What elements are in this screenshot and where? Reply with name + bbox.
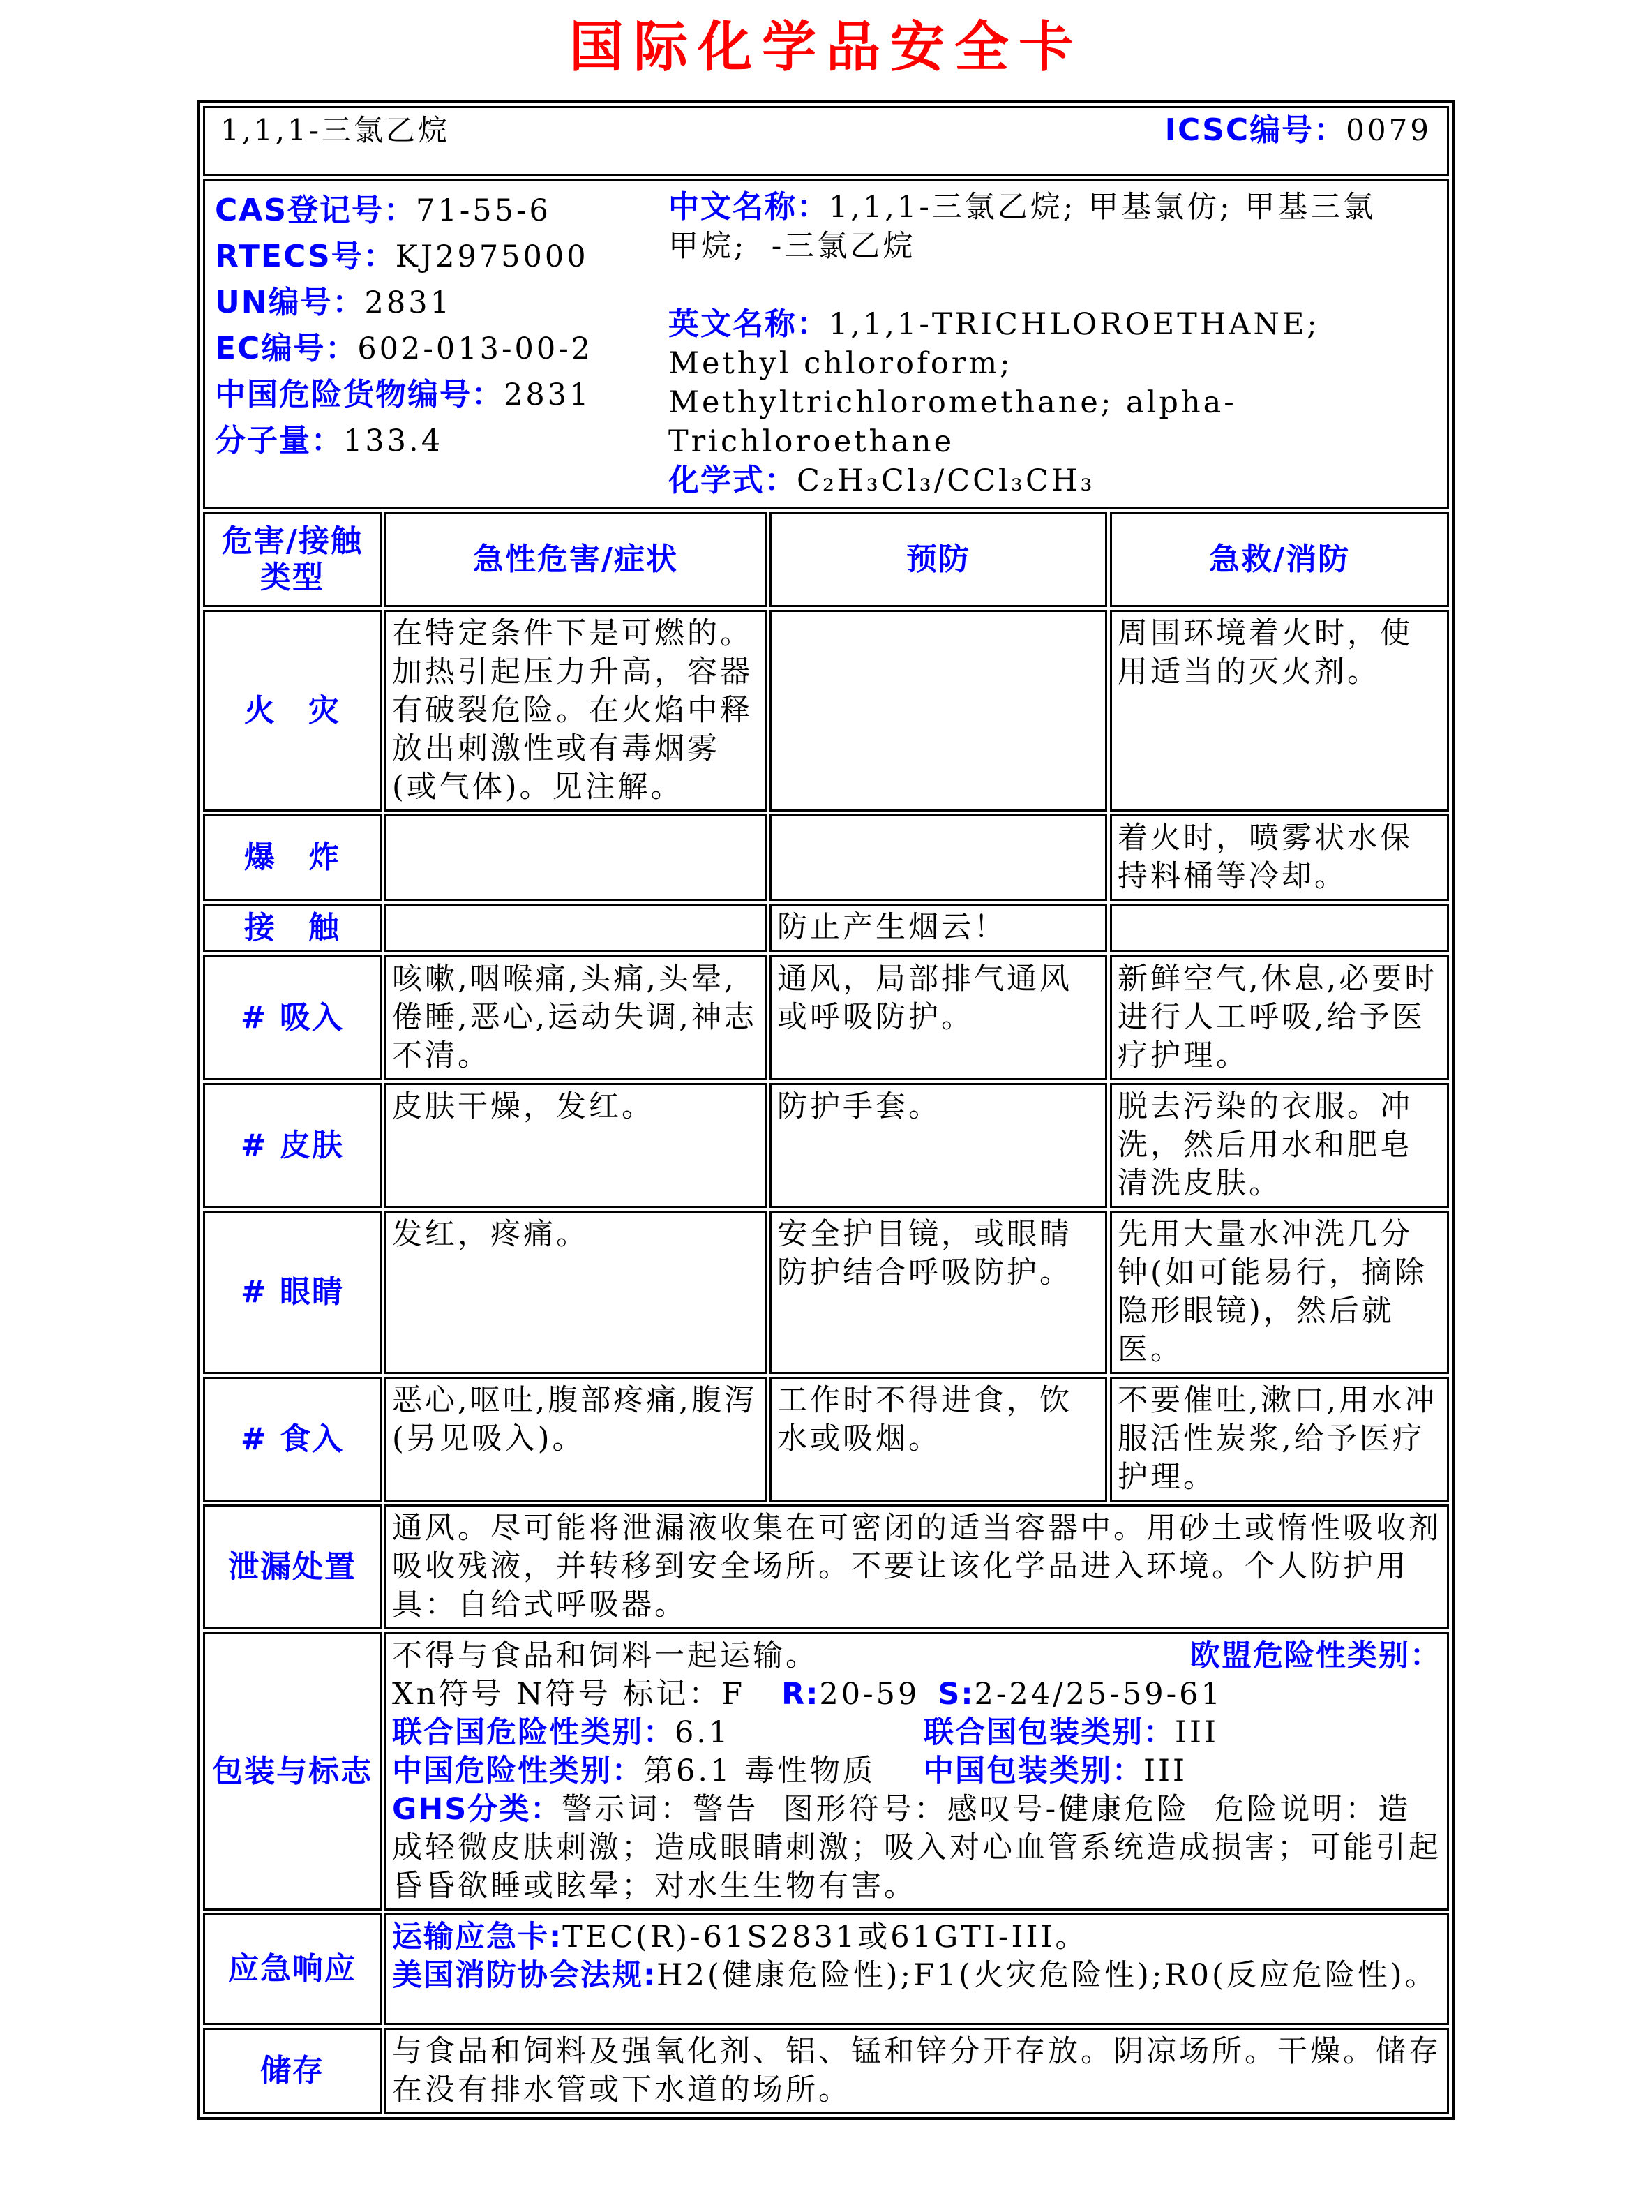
contact-first-aid-cell bbox=[1110, 904, 1449, 952]
card-title-row bbox=[203, 106, 1449, 176]
spill-text-cell: 通风。尽可能将泄漏液收集在可密闭的适当容器中。用砂土或惰性吸收剂吸收残液，并转移到安全场所。不要让该化学品进入环境。个人防护用具：自给式呼吸器。 bbox=[384, 1504, 1449, 1629]
identity-row bbox=[203, 179, 1449, 509]
section-label-emergency: 应急响应 bbox=[203, 1913, 382, 2025]
china-dg-number-row: 中国危险货物编号：2831 bbox=[214, 377, 592, 412]
chemical-formula: C₂H₃Cl₃/CCl₃CH₃ bbox=[796, 463, 1095, 498]
un-pack-group-label: 联合国包装类别： bbox=[923, 1715, 1175, 1750]
inhalation-first-aid-cell: 新鲜空气,休息,必要时进行人工呼吸,给予医疗护理。 bbox=[1110, 955, 1449, 1080]
packaging-line-ghs bbox=[392, 1791, 1441, 1906]
col-header-prevention: 预防 bbox=[769, 512, 1107, 607]
fire-prevention-cell bbox=[769, 610, 1107, 812]
eyes-first-aid-cell: 先用大量水冲洗几分钟(如可能易行，摘除隐形眼镜)，然后就医。 bbox=[1110, 1211, 1449, 1374]
s-phrases-value: 2-24/25-59-61 bbox=[974, 1677, 1223, 1712]
inhalation-symptoms-cell: 咳嗽,咽喉痛,头痛,头晕,倦睡,恶心,运动失调,神志不清。 bbox=[384, 955, 767, 1080]
hazard-type-contact: 接 触 bbox=[203, 904, 382, 952]
hazard-type-inhalation: # 吸入 bbox=[203, 955, 382, 1080]
china-hazard-class-label: 中国危险性类别： bbox=[391, 1754, 643, 1788]
ghs-class-label: GHS分类： bbox=[391, 1792, 562, 1827]
un-hazard-class-value: 6.1 bbox=[674, 1715, 731, 1750]
china-pack-group-value: III bbox=[1143, 1754, 1187, 1788]
icsc-number-label: ICSC编号： bbox=[1164, 112, 1346, 148]
inhalation-prevention-cell: 通风，局部排气通风或呼吸防护。 bbox=[769, 955, 1107, 1080]
skin-first-aid-cell: 脱去污染的衣服。冲洗，然后用水和肥皂清洗皮肤。 bbox=[1110, 1083, 1449, 1208]
icsc-number-value: 0079 bbox=[1346, 113, 1432, 147]
section-label-spill: 泄漏处置 bbox=[203, 1504, 382, 1629]
nfpa-label: 美国消防协会法规: bbox=[391, 1958, 657, 1993]
formula-row: 化学式：C₂H₃Cl₃/CCl₃CH₃ bbox=[668, 463, 1095, 498]
eu-hazard-class-label: 欧盟危险性类别： bbox=[1190, 1638, 1442, 1673]
packaging-cell bbox=[384, 1632, 1449, 1911]
page-title: 国际化学品安全卡 bbox=[569, 16, 1083, 79]
explosion-prevention-cell bbox=[769, 814, 1107, 901]
r-phrases-label: R: bbox=[781, 1677, 820, 1712]
un-pack-group-value: III bbox=[1174, 1715, 1219, 1750]
molecular-weight-row: 分子量：133.4 bbox=[214, 423, 444, 458]
emergency-cell bbox=[384, 1913, 1449, 2025]
cas-number-row: CAS登记号：71-55-6 bbox=[214, 193, 551, 228]
icsc-number bbox=[1165, 111, 1432, 149]
section-label-storage: 储存 bbox=[203, 2028, 382, 2114]
chemical-names bbox=[668, 188, 1408, 500]
china-pack-group-label: 中国包装类别： bbox=[923, 1754, 1143, 1788]
contact-prevention-cell: 防止产生烟云！ bbox=[769, 904, 1107, 952]
rtecs-number-row: RTECS号：KJ2975000 bbox=[214, 239, 589, 274]
icsc-card-table bbox=[197, 100, 1455, 2120]
col-header-first-aid: 急救/消防 bbox=[1110, 512, 1449, 607]
eyes-prevention-cell: 安全护目镜，或眼睛防护结合呼吸防护。 bbox=[769, 1211, 1107, 1374]
ghs-class-text: 警示词：警告 图形符号：感叹号-健康危险 危险说明：造成轻微皮肤刺激；造成眼睛刺激；吸入对心血管系统造成损害；可能引起昏昏欲睡或眩晕；对水生生物有害。 bbox=[391, 1792, 1441, 1904]
fire-symptoms-cell: 在特定条件下是可燃的。加热引起压力升高，容器有破裂危险。在火焰中释放出刺激性或有毒烟雾(或气体)。见注解。 bbox=[384, 610, 767, 812]
explosion-symptoms-cell bbox=[384, 814, 767, 901]
ec-number-row: EC编号：602-013-00-2 bbox=[214, 331, 594, 366]
tec-card-label: 运输应急卡: bbox=[391, 1920, 563, 1955]
s-phrases-label: S: bbox=[938, 1677, 975, 1712]
tec-card-row bbox=[392, 1918, 1441, 1957]
skin-symptoms-cell: 皮肤干燥，发红。 bbox=[384, 1083, 767, 1208]
china-hazard-class-value: 第6.1 毒性物质 bbox=[643, 1754, 876, 1788]
contact-symptoms-cell bbox=[384, 904, 767, 952]
ingestion-prevention-cell: 工作时不得进食，饮水或吸烟。 bbox=[769, 1377, 1107, 1502]
packaging-line-transport: 不得与食品和饲料一起运输。 欧盟危险性类别： bbox=[392, 1637, 1441, 1675]
col-header-hazard-type: 危害/接触 类型 bbox=[203, 512, 382, 607]
r-phrases-value: 20-59 bbox=[819, 1677, 920, 1712]
storage-text-cell: 与食品和饲料及强氧化剂、铝、锰和锌分开存放。阴凉场所。干燥。储存在没有排水管或下水道的场所。 bbox=[384, 2028, 1449, 2114]
nfpa-row bbox=[392, 1957, 1441, 1995]
packaging-line-china bbox=[392, 1752, 1441, 1791]
nfpa-value: H2(健康危险性);F1(火灾危险性);R0(反应危险性)。 bbox=[656, 1958, 1438, 1993]
hazard-type-explosion: 爆 炸 bbox=[203, 814, 382, 901]
fire-first-aid-cell: 周围环境着火时，使用适当的灭火剂。 bbox=[1110, 610, 1449, 812]
packaging-line-eu-symbols: Xn符号 N符号 标记：F R:20-59 S:2-24/25-59-61 bbox=[391, 1677, 1223, 1712]
hazard-type-ingestion: # 食入 bbox=[203, 1377, 382, 1502]
ingestion-symptoms-cell: 恶心,呕吐,腹部疼痛,腹泻(另见吸入)。 bbox=[384, 1377, 767, 1502]
section-label-packaging: 包装与标志 bbox=[203, 1632, 382, 1911]
hazard-type-eyes: # 眼睛 bbox=[203, 1211, 382, 1374]
un-hazard-class-label: 联合国危险性类别： bbox=[391, 1715, 675, 1750]
chinese-name-row: 中文名称：1,1,1-三氯乙烷; 甲基氯仿; 甲基三氯甲烷; -三氯乙烷 bbox=[668, 189, 1376, 264]
identifier-list bbox=[215, 188, 668, 500]
eyes-symptoms-cell: 发红，疼痛。 bbox=[384, 1211, 767, 1374]
hazard-type-fire: 火 灾 bbox=[203, 610, 382, 812]
chemical-name: 1,1,1-三氯乙烷 bbox=[220, 113, 451, 147]
tec-card-value: TEC(R)-61S2831或61GTI-III。 bbox=[562, 1920, 1088, 1955]
un-number-row: UN编号：2831 bbox=[214, 285, 452, 320]
ingestion-first-aid-cell: 不要催吐,漱口,用水冲服活性炭浆,给予医疗护理。 bbox=[1110, 1377, 1449, 1502]
explosion-first-aid-cell: 着火时，喷雾状水保持料桶等冷却。 bbox=[1110, 814, 1449, 901]
hazard-type-skin: # 皮肤 bbox=[203, 1083, 382, 1208]
col-header-symptoms: 急性危害/症状 bbox=[384, 512, 767, 607]
english-name-row: 英文名称：1,1,1-TRICHLOROETHANE; Methyl chloroform; Methyltrichloromethane; alpha-Trichloroethane bbox=[668, 306, 1320, 459]
skin-prevention-cell: 防护手套。 bbox=[769, 1083, 1107, 1208]
packaging-line-un bbox=[392, 1714, 1441, 1752]
